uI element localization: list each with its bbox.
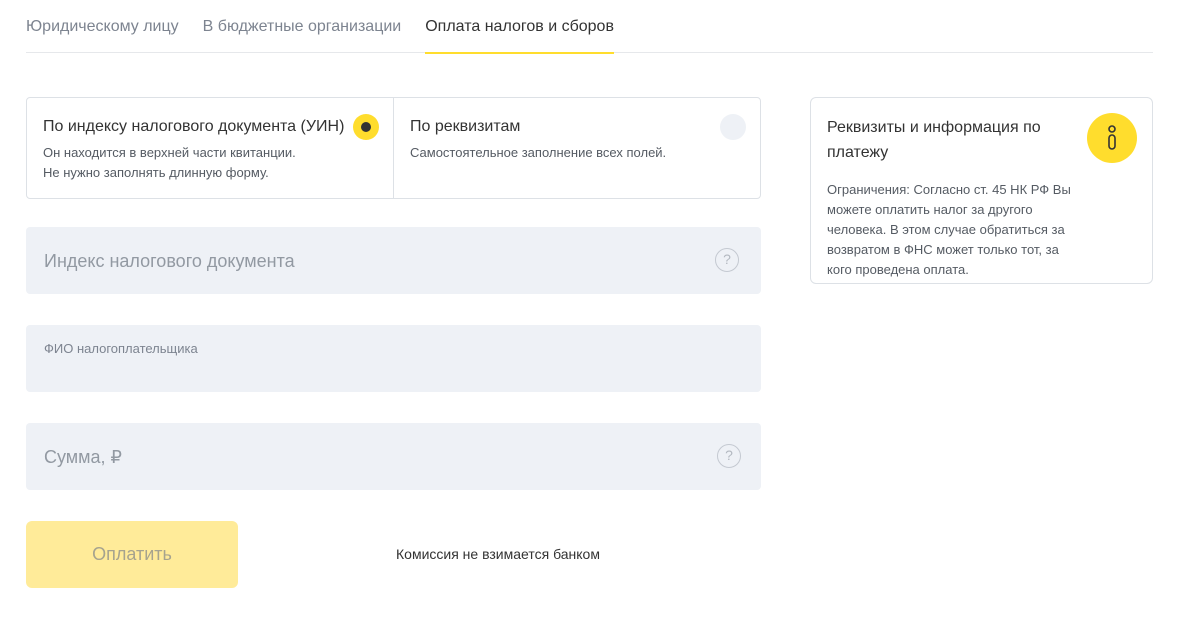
amount-input[interactable]	[26, 423, 761, 490]
payment-method-selector	[26, 97, 761, 199]
option-description: Он находится в верхней части квитанции. Не нужно заполнять длинную форму.	[43, 145, 296, 180]
info-card	[810, 97, 1153, 284]
option-description: Самостоятельное заполнение всех полей.	[410, 145, 667, 160]
help-question-icon[interactable]: ?	[717, 444, 741, 468]
pay-button[interactable]: Оплатить	[26, 521, 238, 588]
tab-bar	[26, 0, 1153, 53]
info-card-title: Реквизиты и информация по платежу	[827, 119, 1041, 161]
info-card-text: Ограничения: Согласно ст. 45 НК РФ Вы можете оплатить налог за другого человека. В этом случае обратиться за возвратом в ФНС может только тот, за кого проведена оплата.	[827, 182, 1071, 277]
info-icon	[1087, 113, 1137, 163]
amount-placeholder: Сумма, ₽	[44, 447, 123, 467]
option-by-uin[interactable]	[27, 98, 393, 198]
tax-index-placeholder: Индекс налогового документа	[44, 251, 295, 271]
radio-unselected-icon[interactable]	[720, 114, 746, 140]
radio-selected-icon[interactable]	[353, 114, 379, 140]
payer-name-label: ФИО налогоплательщика	[44, 341, 198, 356]
tab-taxes-and-fees[interactable]: Оплата налогов и сборов	[425, 0, 614, 53]
option-title: По индексу налогового документа (УИН)	[43, 118, 345, 135]
payer-name-input[interactable]	[26, 325, 761, 392]
commission-note: Комиссия не взимается банком	[396, 546, 600, 562]
help-question-icon[interactable]: ?	[715, 248, 739, 272]
tax-index-input[interactable]	[26, 227, 761, 294]
option-by-details[interactable]	[393, 98, 760, 198]
tab-legal-entity[interactable]: Юридическому лицу	[26, 18, 179, 35]
tab-budget-organizations[interactable]: В бюджетные организации	[202, 18, 402, 35]
option-title: По реквизитам	[410, 118, 521, 135]
